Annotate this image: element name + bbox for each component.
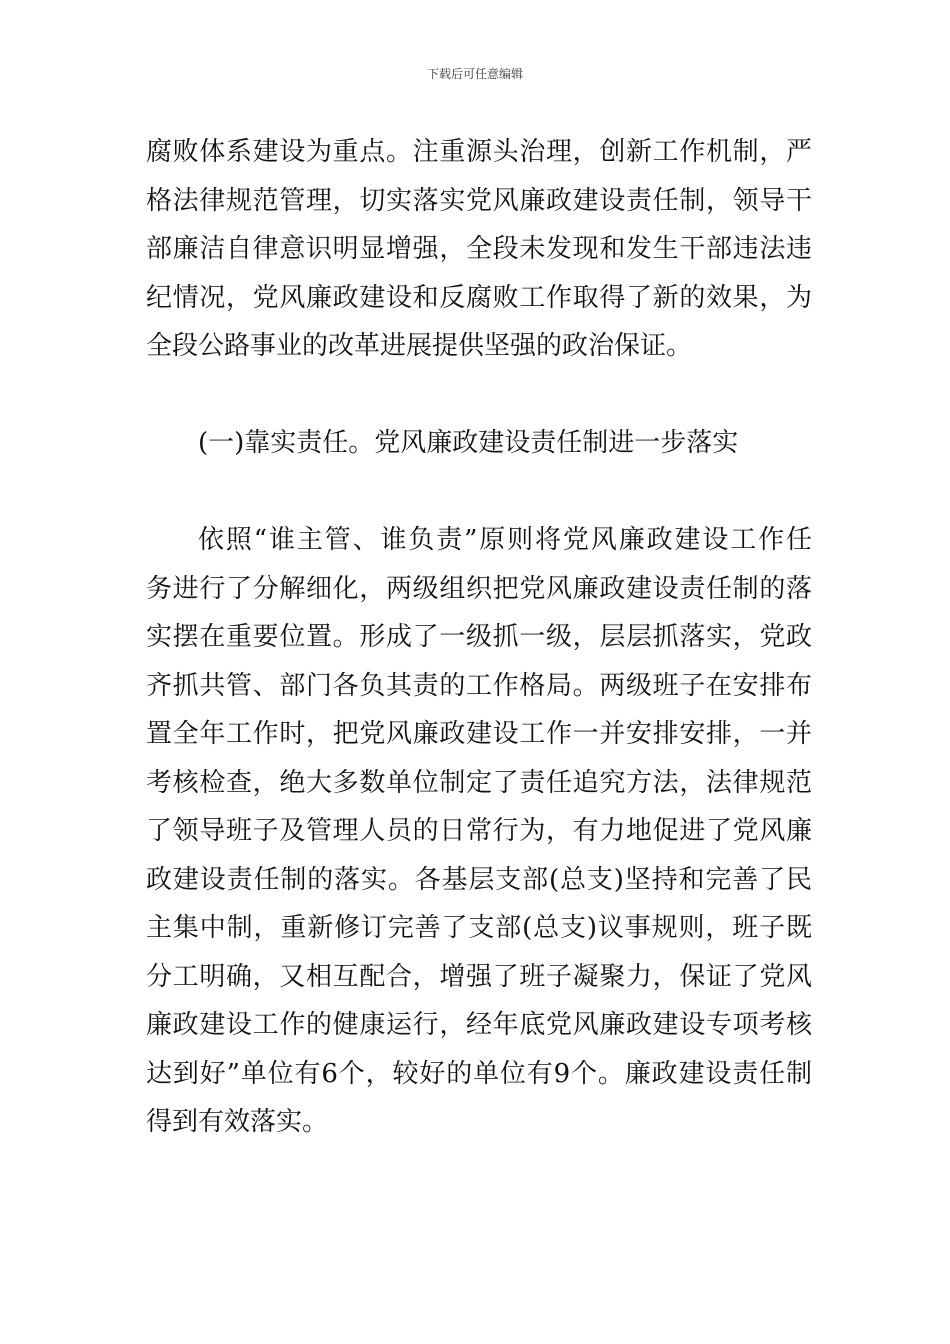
page-header: 下载后可任意编辑 bbox=[426, 67, 523, 81]
text-line: 齐抓共管、部门各负其责的工作格局。两级班子在安排布 bbox=[146, 670, 812, 701]
text-line: 政建设责任制的落实。各基层支部(总支)坚持和完善了民 bbox=[146, 864, 812, 895]
section-heading-text: (一)靠实责任。党风廉政建设责任制进一步落实 bbox=[198, 428, 739, 458]
text-line: 腐败体系建设为重点。注重源头治理，创新工作机制，严 bbox=[146, 137, 812, 167]
text-line: 依照“谁主管、谁负责”原则将党风廉政建设工作任 bbox=[198, 525, 812, 555]
text-line: 实摆在重要位置。形成了一级抓一级，层层抓落实，党政 bbox=[146, 622, 812, 652]
paragraph-body bbox=[146, 516, 812, 1147]
paragraph-spacer bbox=[146, 468, 812, 517]
text-line: 达到好”单位有6个，较好的单位有9个。廉政建设责任制 bbox=[146, 1058, 812, 1089]
text-line: 部廉洁自律意识明显增强，全段未发现和发生干部违法违 bbox=[146, 234, 812, 264]
text-line: 主集中制，重新修订完善了支部(总支)议事规则，班子既 bbox=[146, 913, 812, 943]
text-line: 全段公路事业的改革进展提供坚强的政治保证。 bbox=[146, 331, 693, 361]
document-body bbox=[146, 128, 812, 1147]
text-line: 廉政建设工作的健康运行，经年底党风廉政建设专项考核 bbox=[146, 1010, 812, 1040]
text-line: 了领导班子及管理人员的日常行为，有力地促进了党风廉 bbox=[146, 816, 812, 846]
section-heading bbox=[146, 419, 812, 468]
text-line: 置全年工作时，把党风廉政建设工作一并安排安排，一并 bbox=[146, 719, 812, 749]
text-line: 务进行了分解细化，两级组织把党风廉政建设责任制的落 bbox=[146, 573, 812, 604]
text-line: 分工明确，又相互配合，增强了班子凝聚力，保证了党风 bbox=[146, 961, 812, 992]
text-line: 纪情况，党风廉政建设和反腐败工作取得了新的效果，为 bbox=[146, 282, 812, 313]
text-line: 考核检查，绝大多数单位制定了责任追究方法，法律规范 bbox=[146, 767, 812, 798]
text-line: 得到有效落实。 bbox=[146, 1107, 329, 1137]
text-line: 格法律规范管理，切实落实党风廉政建设责任制，领导干 bbox=[146, 185, 812, 216]
paragraph-intro bbox=[146, 128, 812, 371]
paragraph-spacer bbox=[146, 371, 812, 420]
